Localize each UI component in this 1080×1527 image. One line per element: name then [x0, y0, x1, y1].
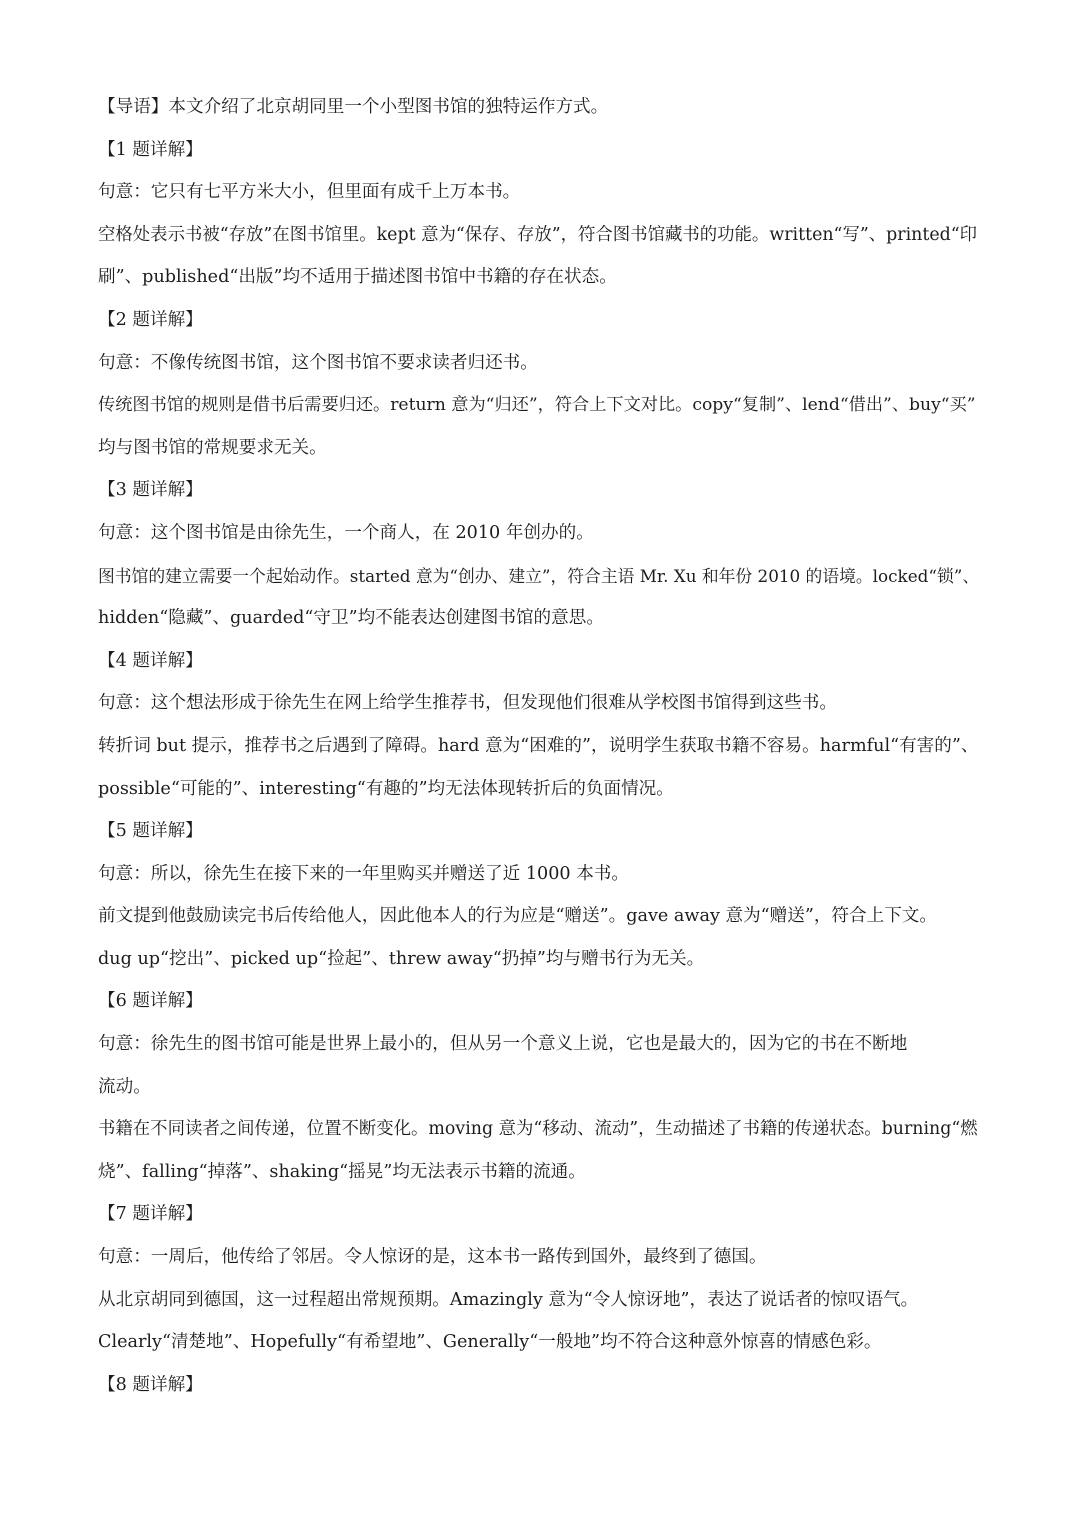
- text-line: 从北京胡同到德国，这一过程超出常规预期。Amazingly 意为“令人惊讶地”，表达了说话者的惊叹语气。: [98, 1289, 919, 1310]
- text-line: 传统图书馆的规则是借书后需要归还。return 意为“归还”，符合上下文对比。copy“复制”、lend“借出”、buy“买”: [98, 395, 976, 416]
- section-heading: 【8 题详解】: [98, 1374, 203, 1395]
- text-line: 句意：它只有七平方米大小，但里面有成千上万本书。: [98, 182, 521, 203]
- section-heading: 【3 题详解】: [98, 480, 203, 501]
- text-line: 句意：一周后，他传给了邻居。令人惊讶的是，这本书一路传到国外，最终到了德国。: [98, 1247, 767, 1268]
- section-heading: 【4 题详解】: [98, 650, 203, 671]
- text-line: 句意：所以，徐先生在接下来的一年里购买并赠送了近 1000 本书。: [98, 863, 629, 884]
- text-line: 流动。: [98, 1076, 151, 1097]
- text-line: 烧”、falling“掉落”、shaking“摇晃”均无法表示书籍的流通。: [98, 1161, 586, 1182]
- section-heading: 【5 题详解】: [98, 821, 203, 842]
- text-line: 句意：这个图书馆是由徐先生，一个商人，在 2010 年创办的。: [98, 522, 594, 543]
- text-line: 【导语】本文介绍了北京胡同里一个小型图书馆的独特运作方式。: [98, 97, 609, 117]
- section-heading: 【6 题详解】: [98, 991, 203, 1012]
- text-line: 前文提到他鼓励读完书后传给他人，因此他本人的行为应是“赠送”。gave away 意为“赠送”，符合上下文。: [98, 906, 937, 927]
- text-line: 书籍在不同读者之间传递，位置不断变化。moving 意为“移动、流动”，生动描述了书籍的传递状态。burning“燃: [98, 1119, 978, 1140]
- text-line: 句意：不像传统图书馆，这个图书馆不要求读者归还书。: [98, 352, 538, 373]
- section-heading: 【2 题详解】: [98, 309, 203, 330]
- text-line: 句意：这个想法形成于徐先生在网上给学生推荐书，但发现他们很难从学校图书馆得到这些书。: [98, 693, 837, 714]
- text-line: Clearly“清楚地”、Hopefully“有希望地”、Generally“一般地”均不符合这种意外惊喜的情感色彩。: [98, 1332, 882, 1353]
- text-line: 空格处表示书被“存放”在图书馆里。kept 意为“保存、存放”，符合图书馆藏书的功能。written“写”、printed“印: [98, 224, 978, 245]
- text-line: possible“可能的”、interesting“有趣的”均无法体现转折后的负面情况。: [98, 778, 674, 799]
- section-heading: 【7 题详解】: [98, 1204, 203, 1225]
- text-line: dug up“挖出”、picked up“捡起”、threw away“扔掉”均与赠书行为无关。: [98, 948, 705, 969]
- text-line: 图书馆的建立需要一个起始动作。started 意为“创办、建立”，符合主语 Mr. Xu 和年份 2010 的语境。locked“锁”、: [98, 565, 980, 586]
- text-line: 刷”、published“出版”均不适用于描述图书馆中书籍的存在状态。: [98, 267, 617, 288]
- text-line: hidden“隐藏”、guarded“守卫”均不能表达创建图书馆的意思。: [98, 608, 604, 629]
- text-line: 转折词 but 提示，推荐书之后遇到了障碍。hard 意为“困难的”，说明学生获取书籍不容易。harmful“有害的”、: [98, 735, 979, 756]
- text-line: 句意：徐先生的图书馆可能是世界上最小的，但从另一个意义上说，它也是最大的，因为它的书在不断地: [98, 1034, 908, 1055]
- text-line: 均与图书馆的常规要求无关。: [98, 437, 327, 458]
- section-heading: 【1 题详解】: [98, 139, 203, 160]
